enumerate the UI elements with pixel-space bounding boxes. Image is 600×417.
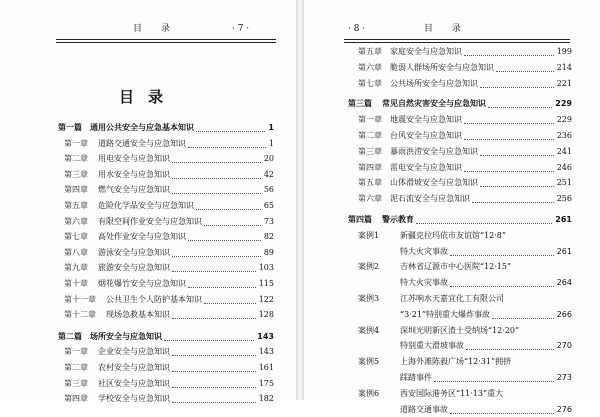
entry-title: 高处作业安全与应急知识 <box>98 232 186 242</box>
entry-label: 第一篇 <box>58 123 82 132</box>
dot-leader <box>172 342 256 356</box>
entry-title: 常见自然灾害安全与应急知识 <box>382 99 486 109</box>
entry-label: 第九章 <box>64 263 88 273</box>
entry-label: 第五章 <box>358 178 382 188</box>
entry-title: 现场急救基本知识 <box>106 310 170 320</box>
entry-title: 游泳安全与应急知识 <box>98 247 170 257</box>
dot-leader <box>196 118 265 132</box>
entry-page-number: 1 <box>268 123 274 132</box>
entry-page-number: 241 <box>556 146 572 156</box>
right-running-header <box>304 22 600 36</box>
dot-leader <box>472 189 554 203</box>
dot-leader <box>492 305 554 319</box>
entry-page-number: 214 <box>556 62 572 72</box>
entry-title: 泥石流安全与应急知识 <box>390 194 470 204</box>
entry-title: 特大火灾事故 <box>400 246 448 256</box>
toc-chapter-entry[interactable] <box>348 192 572 206</box>
entry-page-number: 199 <box>556 47 572 56</box>
entry-title: “3·21”特别重大爆炸事故 <box>400 309 490 319</box>
toc-case-entry[interactable] <box>348 308 572 322</box>
entry-page-number: 264 <box>556 278 572 288</box>
entry-title: 家庭安全与应急知识 <box>390 47 462 56</box>
left-header-title: 目 录 <box>133 24 178 34</box>
dot-leader <box>172 180 261 194</box>
dot-leader <box>496 58 554 72</box>
dot-leader <box>188 227 261 241</box>
entry-page-number: 251 <box>556 178 572 188</box>
dot-leader <box>450 242 554 256</box>
entry-title: 旅游安全与应急知识 <box>98 263 170 273</box>
entry-page-number: 1 <box>268 138 274 148</box>
entry-label: 第四章 <box>358 162 382 172</box>
dot-leader <box>480 142 554 156</box>
entry-page-number: 82 <box>263 232 274 242</box>
left-header-page-number: · 7 · <box>232 24 250 34</box>
entry-title: 西安国际港务区“11·13”重大 <box>400 388 504 398</box>
entry-page-number: 175 <box>258 378 274 388</box>
dot-leader <box>172 149 261 163</box>
entry-page-number: 266 <box>556 309 572 319</box>
entry-page-number: 65 <box>263 201 274 210</box>
entry-page-number: 103 <box>258 263 274 273</box>
entry-title: 用电安全与应急知识 <box>98 154 170 164</box>
entry-label: 第一章 <box>64 138 88 148</box>
dot-leader <box>164 327 254 341</box>
dot-leader <box>464 110 554 124</box>
dot-leader <box>188 134 266 148</box>
entry-title: 山体滑坡安全与应急知识 <box>390 178 478 188</box>
entry-label: 第六章 <box>358 194 382 204</box>
entry-page-number: 42 <box>263 169 274 179</box>
toc-case-entry[interactable] <box>348 245 572 259</box>
entry-label: 第四章 <box>64 394 88 404</box>
entry-page-number: 143 <box>257 331 274 341</box>
left-running-header <box>0 22 296 36</box>
entry-title: 吉林省辽源市中心医院“12·15” <box>400 262 512 272</box>
dot-leader <box>488 94 552 108</box>
entry-page-number: 261 <box>556 246 572 256</box>
entry-page-number: 143 <box>258 347 274 357</box>
entry-title: 踩踏事件 <box>400 373 432 382</box>
entry-label: 第八章 <box>64 247 88 257</box>
dot-leader <box>196 196 261 210</box>
entry-label: 第六章 <box>358 62 382 72</box>
dot-leader <box>480 74 554 88</box>
entry-label: 第三章 <box>64 169 88 179</box>
dot-leader <box>172 165 261 179</box>
dot-leader <box>450 273 554 287</box>
entry-label: 第四章 <box>64 185 88 195</box>
entry-page-number: 236 <box>556 131 572 140</box>
toc-chapter-entry[interactable] <box>58 308 274 322</box>
entry-title: 公共卫生个人防护基本知识 <box>106 294 202 304</box>
dot-leader <box>172 358 256 372</box>
left-header-rule-thin <box>56 42 276 43</box>
entry-title: 地震安全与应急知识 <box>390 115 462 125</box>
toc-case-entry[interactable] <box>348 339 572 353</box>
entry-title: 企业安全与应急知识 <box>98 347 170 357</box>
entry-label: 第六章 <box>64 216 88 226</box>
dot-leader <box>188 274 256 288</box>
dot-leader <box>416 210 552 224</box>
left-page <box>0 0 296 404</box>
entry-label: 案例1 <box>358 230 380 240</box>
entry-label: 案例6 <box>358 388 380 398</box>
entry-page-number: 56 <box>263 185 274 195</box>
entry-page-number: 273 <box>556 373 572 382</box>
entry-label: 第三章 <box>64 378 88 388</box>
entry-title: 道路交通事故 <box>400 404 448 414</box>
entry-label: 第十一章 <box>64 294 96 304</box>
entry-label: 第一章 <box>358 115 382 125</box>
toc-title: 目录 <box>118 88 177 106</box>
entry-page-number: 229 <box>556 115 572 125</box>
right-header-rule <box>344 39 570 40</box>
entry-label: 第三篇 <box>348 99 372 109</box>
entry-page-number: 115 <box>258 279 274 288</box>
entry-page-number: 229 <box>555 99 572 109</box>
entry-title: 农村安全与应急知识 <box>98 363 170 372</box>
dot-leader <box>172 243 261 257</box>
entry-label: 第七章 <box>64 232 88 242</box>
entry-title: 江苏响水天嘉宜化工有限公司 <box>400 294 504 303</box>
entry-page-number: 256 <box>556 194 572 204</box>
dot-leader <box>466 336 554 350</box>
entry-page-number: 89 <box>263 247 274 257</box>
right-page <box>304 0 600 414</box>
dot-leader <box>172 389 256 403</box>
entry-title: 用水安全与应急知识 <box>98 169 170 179</box>
entry-title: 深圳光明新区渣土受纳场“12·20” <box>400 325 520 335</box>
entry-label: 第一章 <box>64 347 88 357</box>
entry-page-number: 128 <box>258 310 274 320</box>
entry-title: 新疆克拉玛依市友谊馆“12·8” <box>400 230 506 240</box>
entry-label: 第二篇 <box>58 331 82 341</box>
right-header-title: 目 录 <box>424 24 469 34</box>
entry-label: 第七章 <box>358 78 382 88</box>
entry-page-number: 246 <box>556 162 572 172</box>
dot-leader <box>464 158 554 172</box>
entry-page-number: 270 <box>556 341 572 351</box>
entry-title: 雷电安全与应急知识 <box>390 162 462 172</box>
entry-title: 社区安全与应急知识 <box>98 378 170 388</box>
entry-title: 脆弱人群场所安全与应急知识 <box>390 62 494 72</box>
entry-title: 烟花爆竹安全与应急知识 <box>98 279 186 288</box>
toc-part-entry[interactable] <box>348 213 572 227</box>
entry-title: 学校安全与应急知识 <box>98 394 170 404</box>
toc-chapter-entry[interactable] <box>58 392 274 406</box>
left-header-rule <box>56 39 276 40</box>
dot-leader <box>204 290 256 304</box>
entry-title: 燃气安全与应急知识 <box>98 185 170 195</box>
book-gutter <box>296 0 304 400</box>
entry-label: 案例5 <box>358 357 380 367</box>
dot-leader <box>464 126 554 140</box>
entry-page-number: 276 <box>556 404 572 414</box>
entry-title: 通用公共安全与应急基本知识 <box>90 123 194 132</box>
entry-label: 第十章 <box>64 279 88 288</box>
entry-title: 警示教育 <box>382 215 414 224</box>
dot-leader <box>434 368 554 382</box>
entry-page-number: 161 <box>258 363 274 372</box>
dot-leader <box>480 173 554 187</box>
entry-page-number: 73 <box>263 216 274 226</box>
toc-case-entry[interactable] <box>348 276 572 290</box>
entry-title: 台风安全与应急知识 <box>390 131 462 140</box>
entry-page-number: 261 <box>555 215 572 224</box>
entry-page-number: 122 <box>258 294 274 304</box>
entry-label: 案例3 <box>358 294 380 303</box>
entry-label: 第二章 <box>64 154 88 164</box>
entry-page-number: 182 <box>258 394 274 404</box>
entry-label: 第五章 <box>64 201 88 210</box>
dot-leader <box>172 305 256 319</box>
entry-title: 特大火灾事故 <box>400 278 448 288</box>
entry-title: 有限空间作业安全与应急知识 <box>98 216 202 226</box>
entry-title: 场所安全与应急知识 <box>90 331 162 341</box>
entry-title: 特别重大滑坡事故 <box>400 341 464 351</box>
entry-label: 案例4 <box>358 325 380 335</box>
entry-page-number: 221 <box>556 78 572 88</box>
entry-label: 第四篇 <box>348 215 372 224</box>
entry-label: 案例2 <box>358 262 380 272</box>
dot-leader <box>172 374 256 388</box>
entry-title: 上海外滩陈毅广场“12·31”拥挤 <box>400 357 512 367</box>
entry-label: 第十二章 <box>64 310 96 320</box>
entry-title: 危险化学品安全与应急知识 <box>98 201 194 210</box>
entry-label: 第五章 <box>358 47 382 56</box>
dot-leader <box>172 258 256 272</box>
entry-label: 第二章 <box>64 363 88 372</box>
toc-chapter-entry[interactable] <box>348 77 572 91</box>
right-header-page-number: · 8 · <box>348 24 366 34</box>
entry-title: 公共场所安全与应急知识 <box>390 78 478 88</box>
entry-page-number: 20 <box>263 154 274 164</box>
entry-title: 道路交通安全与应急知识 <box>98 138 186 148</box>
dot-leader <box>464 42 554 56</box>
entry-title: 暴雨洪涝安全与应急知识 <box>390 146 478 156</box>
dot-leader <box>204 212 261 226</box>
toc-case-entry[interactable] <box>348 371 572 385</box>
entry-label: 第三章 <box>358 146 382 156</box>
toc-case-entry[interactable] <box>348 403 572 417</box>
entry-label: 第二章 <box>358 131 382 140</box>
dot-leader <box>450 400 554 414</box>
